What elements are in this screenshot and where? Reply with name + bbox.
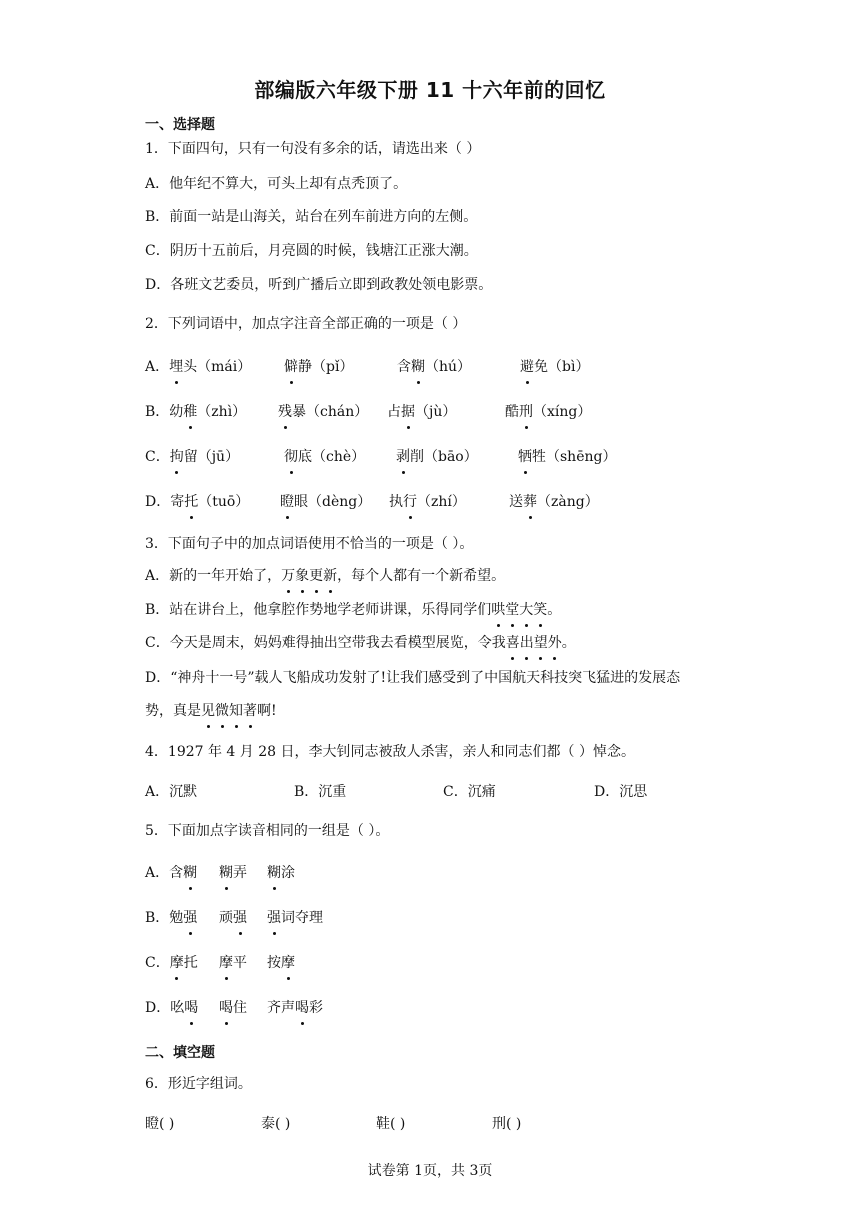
dotted-char: 强: [233, 910, 247, 926]
dotted-char: 剥: [396, 449, 410, 465]
question-2-option-a-word-3: [397, 357, 471, 377]
question-6-stem: 6．形近字组词。: [145, 1076, 252, 1092]
page-footer: 试卷第 1页，共 3页: [367, 1163, 493, 1179]
question-2-stem: 2．下列词语中，加点字注音全部正确的一项是（ ）: [145, 316, 467, 332]
dotted-char: 摩: [169, 955, 184, 971]
word-rest: D．吆: [145, 1000, 185, 1016]
question-2-option-c-word-4: [518, 447, 616, 467]
word-rest: B．勉: [145, 910, 184, 926]
question-2-option-d-word-3: [389, 492, 466, 512]
question-3-option-d-line-2: [145, 701, 277, 721]
dotted-char: 喝: [184, 1000, 199, 1016]
dotted-char: 象: [295, 568, 310, 584]
dotted-char: 见: [201, 703, 215, 719]
question-2-option-a: [145, 357, 251, 377]
question-5-option-a-word-2: [219, 863, 247, 883]
question-2-option-c-word-2: [284, 447, 365, 467]
word-rest: 平: [233, 955, 247, 971]
question-6-item-3: 鞋( ): [376, 1116, 406, 1132]
sentence-text: ，每个人都有一个新希望。: [337, 568, 506, 584]
dotted-char: 糊: [219, 865, 233, 881]
dotted-char: 知: [229, 703, 243, 719]
dotted-char: 哄: [491, 602, 506, 618]
dotted-char: 摩: [219, 955, 233, 971]
word-rest: 彩: [309, 1000, 323, 1016]
sentence-text: 势，真是: [145, 703, 201, 719]
word-rest: 词夺理: [281, 910, 323, 926]
word-rest: 酷: [505, 404, 519, 420]
word-rest: （zhí）: [417, 494, 466, 510]
question-5-option-c-word-2: [219, 953, 247, 973]
dotted-char: 摩: [281, 955, 295, 971]
dotted-char: 托: [184, 494, 199, 510]
word-rest: 执: [389, 494, 403, 510]
dotted-char: 据: [401, 404, 415, 420]
dotted-char: 堂: [505, 602, 520, 618]
question-1-option-c: C．阴历十五前后，月亮圆的时候，钱塘江正涨大潮。: [145, 243, 478, 259]
word-rest: 底（chè）: [298, 449, 366, 465]
question-2-option-c-word-3: [396, 447, 478, 467]
question-5-option-d-word-3: [267, 998, 323, 1018]
section-heading-fill-in: 二、填空题: [145, 1045, 215, 1061]
word-rest: A．含: [145, 865, 184, 881]
dotted-char: 微: [215, 703, 229, 719]
word-rest: 弄: [233, 865, 247, 881]
question-2-option-a-word-2: [284, 357, 353, 377]
word-rest: 送: [509, 494, 523, 510]
word-rest: （xíng）: [533, 404, 592, 420]
dotted-char: 拘: [169, 449, 184, 465]
option-letter: A．: [145, 359, 170, 375]
dotted-char: 新: [323, 568, 338, 584]
dotted-char: 喝: [295, 1000, 309, 1016]
dotted-char: 糊: [183, 865, 198, 881]
dotted-char: 更: [309, 568, 324, 584]
question-4-option-c: C．沉痛: [443, 784, 496, 800]
word-rest: （jù）: [415, 404, 457, 420]
dotted-char: 笑: [533, 602, 548, 618]
dotted-char: 糊: [411, 359, 425, 375]
page-title: 部编版六年级下册 11 十六年前的回忆: [254, 78, 606, 102]
question-2-option-d-word-4: [509, 492, 599, 512]
question-3-option-d-line-1: D．“神舟十一号”载人飞船成功发射了!让我们感受到了中国航天科技突飞猛进的发展态: [145, 670, 681, 686]
sentence-text: A．新的一年开始了，: [145, 568, 282, 584]
dotted-char: 葬: [523, 494, 537, 510]
question-5-option-b-word-2: [219, 908, 247, 928]
question-5-stem: 5．下面加点字读音相同的一组是（ ）。: [145, 823, 390, 839]
word-rest: B．幼: [145, 404, 184, 420]
sentence-text: B．站在讲台上，他拿腔作势地学老师讲课，乐得同学们: [145, 602, 492, 618]
dotted-char: 彻: [284, 449, 298, 465]
word-rest: （zàng）: [537, 494, 599, 510]
question-2-option-b-word-4: [505, 402, 591, 422]
question-6-item-4: 刑( ): [492, 1116, 522, 1132]
question-4-option-a: A．沉默: [145, 784, 198, 800]
word-rest: 按: [267, 955, 281, 971]
dotted-phrase: [506, 635, 562, 651]
dotted-char: 刑: [519, 404, 533, 420]
question-1-option-a: A．他年纪不算大，可头上却有点秃顶了。: [145, 176, 408, 192]
sentence-text: C．今天是周末，妈妈难得抽出空带我去看模型展览，令我: [145, 635, 506, 651]
question-1-option-b: B．前面一站是山海关，站台在列车前进方向的左侧。: [145, 209, 478, 225]
dotted-char: 著: [243, 703, 257, 719]
sentence-text: 啊!: [257, 703, 277, 719]
word-rest: 削（bāo）: [410, 449, 478, 465]
word-rest: （zhì）: [197, 404, 247, 420]
word-rest: 含: [397, 359, 411, 375]
dotted-char: 避: [520, 359, 534, 375]
word-rest: 暴（chán）: [292, 404, 369, 420]
dotted-char: 强: [267, 910, 281, 926]
sentence-text: 。: [547, 602, 562, 618]
dotted-char: 糊: [267, 865, 281, 881]
word-rest: D．寄: [145, 494, 185, 510]
word-rest: （hú）: [425, 359, 472, 375]
word-rest: （tuō）: [198, 494, 250, 510]
question-5-option-b-word-3: [267, 908, 323, 928]
question-4-option-d: D．沉思: [594, 784, 648, 800]
dotted-phrase: [201, 703, 257, 719]
dotted-char: 出: [519, 635, 534, 651]
question-3-option-a: [145, 566, 505, 586]
word-rest: 占: [387, 404, 401, 420]
option-letter: C．: [145, 449, 170, 465]
dotted-char: 牺: [518, 449, 532, 465]
question-2-option-a-word-4: [520, 357, 589, 377]
question-2-option-d: [145, 492, 249, 512]
question-1-option-d: D．各班文艺委员，听到广播后立即到政教处领电影票。: [145, 277, 493, 293]
question-5-option-a-word-3: [267, 863, 295, 883]
question-5-option-a: [145, 863, 197, 883]
question-5-option-d-word-2: [219, 998, 247, 1018]
question-5-option-c: [145, 953, 198, 973]
question-3-option-b: [145, 600, 561, 620]
word-rest: 免（bì）: [534, 359, 590, 375]
dotted-phrase: [491, 602, 547, 618]
word-rest: 住: [233, 1000, 247, 1016]
question-2-option-c: [145, 447, 239, 467]
sentence-text: 。: [561, 635, 576, 651]
question-6-item-1: 瞪( ): [145, 1116, 175, 1132]
dotted-char: 稚: [183, 404, 198, 420]
option-letter: C．: [145, 955, 170, 971]
question-2-option-d-word-2: [280, 492, 371, 512]
question-2-option-b-word-2: [278, 402, 368, 422]
word-rest: 留（jū）: [183, 449, 240, 465]
question-3-option-c: [145, 633, 576, 653]
dotted-char: 喝: [219, 1000, 233, 1016]
question-4-stem: 4．1927 年 4 月 28 日，李大钊同志被敌人杀害，亲人和同志们都（ ）悼念。: [145, 744, 635, 760]
dotted-phrase: [281, 568, 337, 584]
dotted-char: 残: [278, 404, 292, 420]
question-2-option-b: [145, 402, 246, 422]
section-heading-choice: 一、选择题: [145, 117, 215, 133]
word-rest: 眼（dèng）: [294, 494, 372, 510]
word-rest: 涂: [281, 865, 295, 881]
question-5-option-b: [145, 908, 197, 928]
dotted-char: 万: [281, 568, 296, 584]
word-rest: 顽: [219, 910, 233, 926]
question-3-stem: 3．下面句子中的加点词语使用不恰当的一项是（ ）。: [145, 536, 474, 552]
dotted-char: 大: [519, 602, 534, 618]
word-rest: 头（mái）: [183, 359, 252, 375]
dotted-char: 强: [183, 910, 198, 926]
dotted-char: 瞪: [280, 494, 294, 510]
word-rest: 托: [183, 955, 198, 971]
word-rest: 静（pǐ）: [298, 359, 354, 375]
question-6-item-2: 泰( ): [261, 1116, 291, 1132]
dotted-char: 行: [403, 494, 417, 510]
dotted-char: 埋: [169, 359, 184, 375]
word-rest: 牲（shēng）: [532, 449, 617, 465]
dotted-char: 望: [533, 635, 548, 651]
dotted-char: 外: [547, 635, 562, 651]
question-5-option-c-word-3: [267, 953, 295, 973]
question-5-option-d: [145, 998, 198, 1018]
question-4-option-b: B．沉重: [294, 784, 347, 800]
dotted-char: 僻: [284, 359, 298, 375]
word-rest: 齐声: [267, 1000, 295, 1016]
dotted-char: 喜: [505, 635, 520, 651]
question-2-option-b-word-3: [387, 402, 456, 422]
question-1-stem: 1．下面四句，只有一句没有多余的话，请选出来（ ）: [145, 141, 481, 157]
